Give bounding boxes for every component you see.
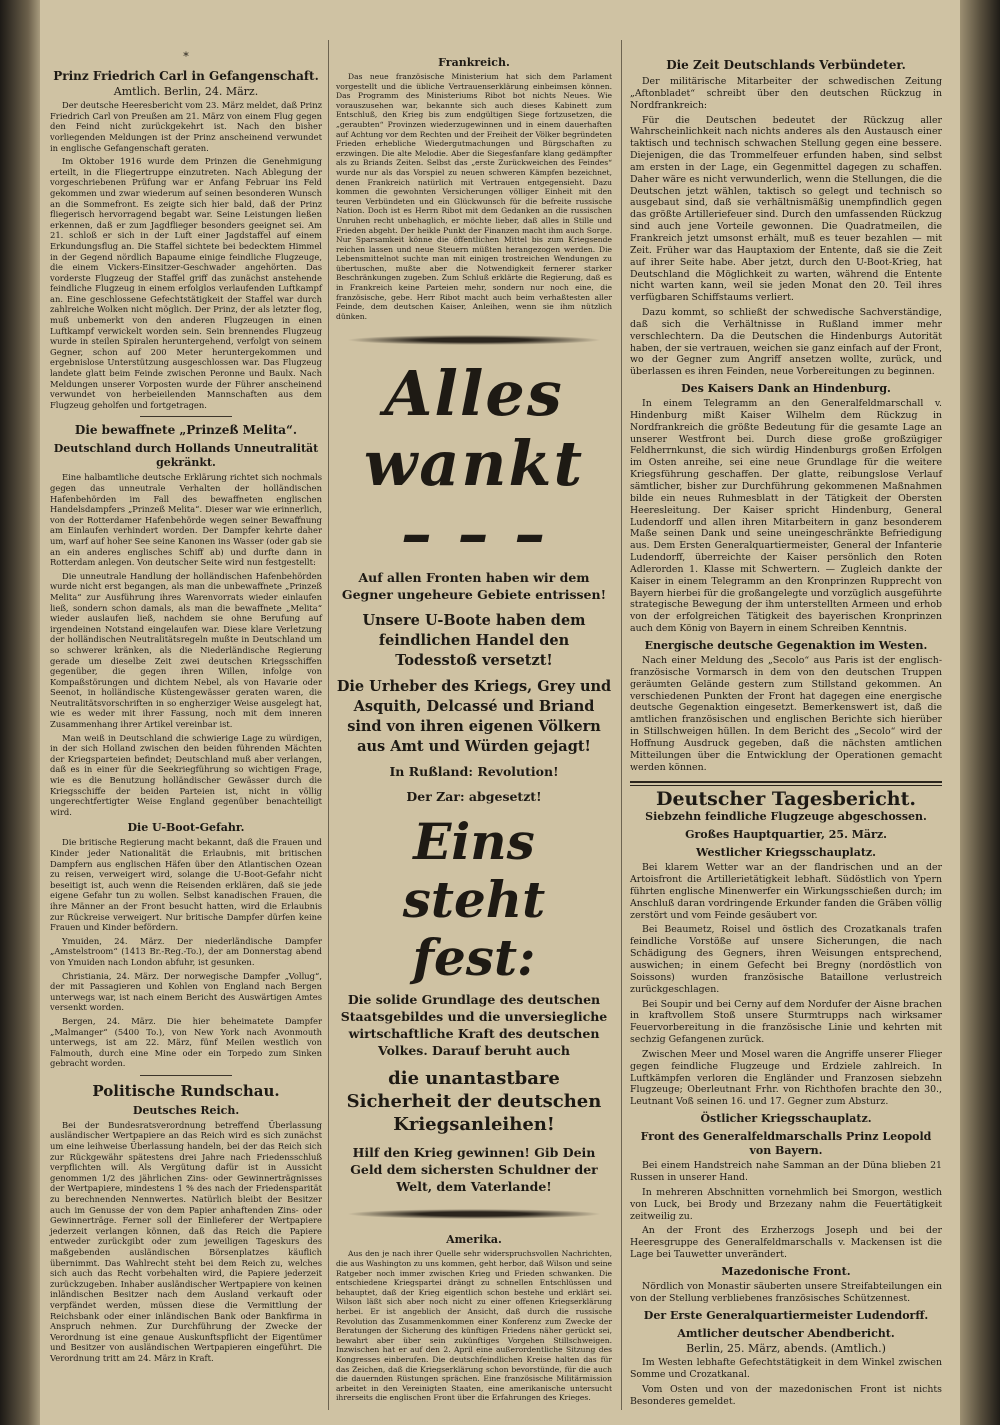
section-subtitle: Deutsches Reich. bbox=[132, 1103, 240, 1117]
paragraph: Der deutsche Heeresbericht vom 23. März meldet, daß Prinz Friedrich Carl von Preußen am 21. März von einem Flug gegen den Feind nicht zurückgekehrt ist. Nach den bisher vorliegenden Meldungen ist der Prinz anscheinend verwundet in englische Gefangenschaft geraten. bbox=[50, 100, 322, 153]
right-binding-edge bbox=[960, 0, 1000, 1425]
divider bbox=[140, 416, 232, 417]
paragraph: Ymuiden, 24. März. Der niederländische Dampfer „Amstelstroom“ (1413 Br.-Reg.-To.), der am Donnerstag abend von Ymuiden nach London abfuhr, ist gesunken. bbox=[50, 935, 322, 967]
column-middle bbox=[336, 52, 612, 1406]
ad-headline: Alles bbox=[384, 357, 564, 431]
paragraph: Für die Deutschen bedeutet der Rückzug aller Wahrscheinlichkeit nach nichts anderes als den Austausch einer taktisch und technisch schwachen Stellung gegen eine bessere. Diejenigen, die das Trommelfeuer erfunden haben, sind selbst am ersten in der Lage, ein Gegenmittel dagegen zu schaffen. Daher wäre es nicht verwunderlich, wenn die Stellungen, die die Deutschen jetzt wählen, taktisch so gelegt und technisch so ausgebaut sind, daß sie verhältnismäßig unempfindlich gegen das größte Artilleriefeuer sind. Durch den umfassenden Rückzug sind auch jene Vorteile gewonnen. Die Quadratmeilen, die Frankreich jetzt umsonst erhält, muß es teuer bezahlen — mit Zeit. Früher war das Hauptaxiom der Entente, daß sie die Zeit auf ihrer Seite habe. Aber jetzt, durch den U-Boot-Krieg, hat Deutschland die Möglichkeit zu warten, während die Entente nicht warten kann, weil sie jeden Monat den 20. Teil ihres verfügbaren Schiffstaums verliert. bbox=[630, 114, 942, 304]
article-title: Prinz Friedrich Carl in Gefangenschaft. bbox=[53, 68, 319, 83]
paragraph: An der Front des Erzherzogs Joseph und bei der Heeresgruppe des Generalfeldmarschalls v. Mackensen ist die Lage bei Tauwetter unverändert. bbox=[630, 1225, 942, 1261]
article-subtitle: Deutschland durch Hollands Unneutralität gekränkt. bbox=[53, 442, 319, 470]
paragraph: Nach einer Meldung des „Secolo“ aus Paris ist der englisch-französische Vormarsch in dem von den deutschen Truppen geräumten Gelände gestern zum Stillstand gekommen. An verschiedenen Punkten der Front hat dagegen eine energische deutsche Gegenaktion eingesetzt. Bemerkenswert ist, daß die amtlichen französischen und englischen Berichte sich hierüber in Stillschweigen hüllen. In dem Bericht des „Secolo“ wird der Hoffnung Ausdruck gegeben, daß die nächsten amtlichen Mitteilungen über die Entwicklung der Operationen gemacht werden können. bbox=[630, 654, 942, 773]
article-title: Des Kaisers Dank an Hindenburg. bbox=[681, 382, 891, 396]
column-divider bbox=[328, 40, 329, 1410]
paragraph: Bei einem Handstreich nahe Samman an der Düna blieben 21 Russen in unserer Hand. bbox=[630, 1160, 942, 1183]
ad-headline: Eins steht fest: bbox=[402, 812, 546, 988]
front-heading: Mazedonische Front. bbox=[721, 1264, 851, 1278]
article-title: Amerika. bbox=[446, 1233, 502, 1247]
article-title: Die bewaffnete „Prinzeß Melita“. bbox=[74, 423, 298, 438]
theater-heading: Östlicher Kriegsschauplatz. bbox=[700, 1112, 872, 1126]
column-left bbox=[50, 52, 322, 1367]
paragraph: Bei Soupir und bei Cerny auf dem Nordufer der Aisne brachen in kraftvollem Stoß unsere Sturmtrupps nach wirksamer Feuervorbereitung in die französische Linie und kehrten mit sechzig Gefangenen zurück. bbox=[630, 998, 942, 1046]
theater-heading: Westlicher Kriegsschauplatz. bbox=[696, 846, 876, 860]
section-title: Deutscher Tagesbericht. bbox=[655, 788, 917, 811]
paragraph: Aus den je nach ihrer Quelle sehr widerspruchsvollen Nachrichten, die aus Washington zu uns kommen, geht herbor, daß Wilson und seine Ratgeber noch immer zwischen Krieg und Frieden schwanken. Die entschiedene Kriegspartei drängt zu schnellen Entschlüssen und behauptet, daß der Krieg eigentlich schon bestehe und erklärt sei. Wilson läßt sich aber noch nicht zu einer offenen Kriegserklärung herbei. Er ist angeblich der Ansicht, daß durch die russische Revolution das Zusammenkommen einer Konferenz zum Zwecke der Beratungen der Sicherung des künftigen Friedens näher gerückt sei, bewahrt aber über sein zukünftiges Vorgehen Stillschweigen. Inzwischen hat er auf den 2. April eine außerordentliche Sitzung des Kongresses einberufen. Die deutschfeindlichen Kreise halten das für das Zeichen, daß die Kriegserklärung schon bevorstünde, für die auch die dauernden Rüstungen sprächen. Eine französische Militärmission arbeitet in den Vereinigten Staaten, eine amerikanische untersucht ihrerseits die englischen Front über die Erfahrungen des Krieges. bbox=[336, 1249, 612, 1403]
paragraph: Zwischen Meer und Mosel waren die Angriffe unserer Flieger gegen feindliche Flugzeuge und Erdziele zahlreich. In Luftkämpfen verloren die Engländer und Franzosen siebzehn Flugzeuge; Oberleutnant Frhr. von Richthofen brachte den 30., Leutnant Voß seinen 16. und 17. Gegner zum Absturz. bbox=[630, 1048, 942, 1108]
paragraph: In einem Telegramm an den Generalfeldmarschall v. Hindenburg mißt Kaiser Wilhelm dem Rückzug in Nordfrankreich die größte Bedeutung für die gesamte Lage an unserer Westfront bei. Durch diese große großzügiger Feldherrnkunst, die sich würdig Hindenburgs großen Erfolgen im Osten anreihe, sei eine neue Grundlage für die weitere Kriegsführung geschaffen. Der glatte, reibungslose Verlauf sämtlicher, bisher zur Durchführung gekommenen Maßnahmen bilde ein neues Ruhmesblatt in der Tätigkeit der Obersten Heeresleitung. Der Kaiser spricht Hindenburg, General Ludendorff und allen ihren Mitarbeitern in ganz besonderem Maße seinen Dank und seine uneingeschränkte Befriedigung aus. Dem Ersten Generalquartiermeister, General der Infanterie Ludendorff, überreichte der Kaiser persönlich den Roten Adlerorden 1. Klasse mit Schwertern. — Zugleich dankte der Kaiser in einem Telegramm an den Kronprinzen Rupprecht von Bayern hierbei für die großangelegte und vorzüglich ausgeführte strategische Bewegung der ihm unterstellten Armeen und erhob von der erfolgreichen Tätigkeit des bayerischen Kronprinzen auch dem König von Bayern in einem Schreiben Kenntnis. bbox=[630, 398, 942, 635]
paragraph: Nördlich von Monastir säuberten unsere Streifabteilungen ein von der Stellung verbliebenes französisches Schützennest. bbox=[630, 1280, 942, 1304]
article-title: Die U-Boot-Gefahr. bbox=[127, 821, 245, 835]
paragraph: Eine halbamtliche deutsche Erklärung richtet sich nochmals gegen das unneutrale Verhalten der holländischen Hafenbehörden im Fall des bewaffneten englischen Handelsdampfers „Prinzeß Melita“. Dieser war wie erinnerlich, von der Rotterdamer Hafenbehörde wegen seiner Bewaffnung am Einlaufen verhindert worden. Der Dampfer kehrte daher um, warf auf hoher See seine Kanonen ins Wasser (oder gab sie an ein anderes englisches Schiff ab) und durfte dann in Rotterdam anlegen. Von deutscher Seite wird nun festgestellt: bbox=[50, 472, 322, 568]
paragraph: Man weiß in Deutschland die schwierige Lage zu würdigen, in der sich Holland zwischen den beiden führenden Mächten der Kriegsparteien befindet; Deutschland muß aber verlangen, daß es in einer für die Seekriegführung so wichtigen Frage, wie es die Benutzung holländischer Gewässer durch die Kriegsschiffe der beiden Parteien ist, nicht in völlig ungerechtfertigter Weise England gegenüber benachteiligt wird. bbox=[50, 732, 322, 817]
paragraph: Die unneutrale Handlung der holländischen Hafenbehörden wurde nicht erst begangen, als man die unbewaffnete „Prinzeß Melita“ zur Ausführung ihres Warenvorrats wieder einlaufen ließ, sondern schon damals, als man die bewaffnete „Melita“ wieder auslaufen ließ, nachdem sie ohne Berufung auf irgendeinen Notstand eingelaufen war. Diese klare Verletzung der holländischen Neutralitätsregeln mußte in Deutschland um so schwerer kränken, als die Niederländische Regierung gerade um dieselbe Zeit zwei deutschen Kriegsschiffen gegenüber, die gegen ihren Willen, infolge von Kompaßstörungen und dichtem Nebel, als von Havarie oder Seenot, in holländische Küstengewässer geraten waren, die Neutralitätsvorschriften in so engherziger Weise ausgelegt hat, wie es weder mit ihrer Fassung, noch mit dem inneren Zusammenhang ihrer Artikel vereinbar ist. bbox=[50, 570, 322, 730]
ad-line: Die solide Grundlage des deutschen Staatsgebildes und die unversiegliche wirtschaftliche Kraft des deutschen Volkes. Darauf beruht auch bbox=[340, 992, 608, 1059]
section-title: Politische Rundschau. bbox=[92, 1081, 280, 1100]
article-title: Frankreich. bbox=[438, 56, 510, 69]
war-bond-advertisement bbox=[336, 359, 612, 1195]
bulletin-dateline: Großes Hauptquartier, 25. März. bbox=[685, 828, 887, 842]
left-binding-edge bbox=[0, 0, 40, 1425]
paragraph: Dazu kommt, so schließt der schwedische Sachverständige, daß sich die Verhältnisse in Rußland immer mehr verschlechtern. Da die Deutschen die Hindenburgs Autorität haben, der sie vertrauen, weichen sie ganz einfach auf der Front, wo der Gegner zum Angriff ansetzen wollte, zurück, und überlassen es ihren Feinden, neue Vorbereitungen zu beginnen. bbox=[630, 307, 942, 378]
dateline: Berlin, 25. März, abends. (Amtlich.) bbox=[686, 1341, 886, 1355]
bulletin-headline: Amtlicher deutscher Abendbericht. bbox=[677, 1326, 895, 1340]
divider bbox=[140, 1075, 232, 1076]
paragraph: Das neue französische Ministerium hat sich dem Parlament vorgestellt und die übliche Vertrauenserklärung einbeimsen können. Das Programm des Ministeriums Ribot bot nichts Neues. Wie vorauszusehen war, bekannte sich auch dieses Kabinett zum Entschluß, den Krieg bis zum endgültigen Siege fortzusetzen, die „geraubten“ Provinzen wiederzugewinnen und in einem dauerhaften auf Achtung vor dem Rechten und der Freiheit der Völker begründeten Frieden erhebliche Wiedergutmachungen und Bürgschaften zu erzwingen. Die alte Melodie. Aber die Siegesfanfare klang gedämpfter als zu Briands Zeiten. Selbst das „erste Zurückweichen des Feindes“ wurde nur als das Vorspiel zu neuen schweren Kämpfen bezeichnet, denen Frankreich natürlich mit Vertrauen entgegensieht. Dazu kommen die gewohnten Versicherungen völliger Einheit mit den teuren Verbündeten und ein Glückwunsch für die befreite russische Nation. Doch ist es Herrn Ribot mit dem Gedanken an die russischen Unruhen recht unbehaglich, er möchte lieber, daß alles in Stille und Frieden abgeht. Der heikle Punkt der Finanzen macht ihm auch Sorge. Nur Sparsamkeit könne die öffentlichen Mittel bis zum Kriegsende reichen lassen und neue Steuern müßten herangezogen werden. Die Lebensmittelnot suchte man mit einigen trostreichen Wendungen zu übertuschen, mußte aber die Notwendigkeit fernerer starker Beschränkungen zugeben. Zum Schluß erklärte die Regierung, daß es in Frankreich keine Parteien mehr, sondern nur noch eine, die französische, gebe. Herr Ribot macht auch beim verhaßtesten aller Feinde, dem deutschen Kaiser, Anleihen, wenn sie ihm nützlich dünken. bbox=[336, 72, 612, 321]
paragraph: Der militärische Mitarbeiter der schwedischen Zeitung „Aftonbladet“ schreibt über den deutschen Rückzug in Nordfrankreich: bbox=[630, 76, 942, 111]
front-heading: Front des Generalfeldmarschalls Prinz Leopold von Bayern. bbox=[640, 1130, 932, 1158]
ad-line: Auf allen Fronten haben wir dem Gegner ungeheure Gebiete entrissen! bbox=[341, 570, 607, 603]
paragraph: Im Westen lebhafte Gefechtstätigkeit in dem Winkel zwischen Somme und Crozatkanal. bbox=[630, 1357, 942, 1381]
double-rule bbox=[630, 781, 942, 786]
ornamental-rule bbox=[346, 335, 602, 345]
ad-line: Der Zar: abgesetzt! bbox=[406, 789, 542, 805]
article-title: Die Zeit Deutschlands Verbündeter. bbox=[666, 58, 906, 72]
paragraph: Bei der Bundesratsverordnung betreffend Überlassung ausländischer Wertpapiere an das Reich wird es sich zunächst um eine leihweise Überlassung handeln, bei der das Reich sich zur Rückgewähr spätestens drei Jahre nach Friedensschluß verpflichten will. Als Vergütung dafür ist in Aussicht genommen 1/2 des jährlichen Zins- oder Gewinnerträgnisses der Wertpapiere, mindestens 1 % des nach der Friedensparität zu berechnenden Nennwertes. Natürlich bleibt der Besitzer auch im Genusse der von dem Papier anhaftenden Zins- oder Gewinnerträge. Ferner soll der Einlieferer der Wertpapiere jederzeit verlangen können, daß das Reich die Papiere entweder zurückgibt oder zum jeweiligen Tageskurs des maßgebenden ausländischen Börsenplatzes käuflich übernimmt. Das Wahlrecht steht bei dem Reich zu, welches sich auch das Recht vorbehalten wird, die Papiere jederzeit zurückzugeben. Inhaber ausländischer Wertpapiere von keinen inländischen Besitzer nach dem Ausland verkauft oder verpfändet werden, müssen diese die Vermittlung der Reichsbank oder einer inländischen Bank oder Bankfirma in Anspruch nehmen. Zur Durchführung der Zwecke der Verordnung ist eine genaue Auskunftspflicht der Eigentümer und Besitzer von ausländischen Wertpapieren eingeführt. Die Verordnung tritt am 24. März in Kraft. bbox=[50, 1119, 322, 1363]
paragraph: Christiania, 24. März. Der norwegische Dampfer „Vollug“, der mit Passagieren und Kohlen von England nach Bergen unterwegs war, ist nach einem Bericht des Auswärtigen Amtes versenkt worden. bbox=[50, 970, 322, 1013]
ornamental-rule bbox=[346, 1209, 602, 1219]
ad-line: die unantastbare Sicherheit der deutschen Kriegsanleihen! bbox=[346, 1068, 602, 1136]
ornament-star: * bbox=[183, 50, 189, 63]
paragraph: Bei klarem Wetter war an der flandrischen und an der Artoisfront die Artillerietätigkeit lebhaft. Südöstlich von Ypern führten englische Minenwerfer ein Wirkungsschießen durch; im Anschluß daran vordringende Erkunder fanden die Gräben völlig zerstört und vom Feinde gesäubert vor. bbox=[630, 862, 942, 921]
article-title: Energische deutsche Gegenaktion im Westen. bbox=[644, 638, 928, 652]
paragraph: In mehreren Abschnitten vornehmlich bei Smorgon, westlich von Luck, bei Brody und Brzezany nahm die Feuertätigkeit zeitweilig zu. bbox=[630, 1186, 942, 1222]
column-right bbox=[630, 52, 942, 1411]
ad-line: Die Urheber des Kriegs, Grey und Asquith, Delcassé und Briand sind von ihren eigenen Völkern aus Amt und Würden gejagt! bbox=[336, 678, 612, 756]
ad-line: Hilf den Krieg gewinnen! Gib Dein Geld dem sichersten Schuldner der Welt, dem Vaterlande! bbox=[350, 1145, 598, 1195]
paragraph: Bergen, 24. März. Die hier beheimatete Dampfer „Malmanger“ (5400 To.), von New York nach Avonmouth unterwegs, ist am 22. März, fünf Meilen westlich von Falmouth, durch eine Mine oder ein Torpedo zum Sinken gebracht worden. bbox=[50, 1015, 322, 1069]
ad-line: In Rußland: Revolution! bbox=[389, 764, 559, 780]
ad-line: Unsere U-Boote haben dem feindlichen Handel den Todesstoß versetzt! bbox=[362, 612, 586, 670]
paragraph: Im Oktober 1916 wurde dem Prinzen die Genehmigung erteilt, in die Fliegertruppe einzutreten. Nach Ablegung der vorgeschriebenen Prüfung war er Anfang Februar ins Feld gekommen und zwar wiederum auf seinen besonderen Wunsch an die Sommefront. Es zeigte sich hier bald, daß der Prinz fliegerisch hervorragend begabt war. Seine Leistungen ließen erkennen, daß er zum Jagdflieger besonders geeignet sei. Am 21. schloß er sich in der Luft einer Jagdstaffel auf einem Erkundungsflug an. Die Staffel sichtete bei bedecktem Himmel in der Gegend nördlich Bapaume einige feindliche Flugzeuge, die einem Vickers-Einsitzer-Geschwader angehörten. Das vorderste Flugzeug der Staffel griff das zunächst anstehende feindliche Flugzeug in einem erfolglos verlaufenden Luftkampf an. Eine geschlossene Gefechtstätigkeit der Staffel war durch zahlreiche Wolken nicht möglich. Der Prinz, der als letzter flog, muß unbemerkt von den anderen Flugzeugen in einen Luftkampf verwickelt worden sein. Sein brennendes Flugzeug wurde in steilen Spiralen heruntergehend, verfolgt von seinem Gegner, schon auf 200 Meter heruntergekommen und ergebnislose Unterstützung ausgeschlossen war. Das Flugzeug landete glatt beim Feinde zwischen Peronne und Baulx. Nach Meldungen unserer Vorposten wurde der Führer anscheinend verwundet von herbeieilenden Mannschaften aus dem Flugzeug geholfen und fortgetragen. bbox=[50, 156, 322, 410]
dateline: Amtlich. Berlin, 24. März. bbox=[113, 84, 259, 98]
signature: Der Erste Generalquartiermeister Ludendorff. bbox=[643, 1308, 929, 1322]
paragraph: Bei Beaumetz, Roisel und östlich des Crozatkanals trafen feindliche Vorstöße auf unsere Sicherungen, die nach Schädigung des Gegners, ihren Weisungen entsprechend, auswichen; in einem Gefecht bei Bregny (nordöstlich von Soissons) wurden französische Bataillone verlustreich zurückgeschlagen. bbox=[630, 924, 942, 995]
bulletin-headline: Siebzehn feindliche Flugzeuge abgeschossen. bbox=[645, 810, 927, 824]
paragraph: Die britische Regierung macht bekannt, daß die Frauen und Kinder jeder Nationalität die Erlaubnis, mit britischen Dampfern aus englischen Häfen über den Atlantischen Ozean zu reisen, verweigert wird, solange die U-Boot-Gefahr nicht beseitigt ist, auch wenn die Reisenden erklären, daß sie jede eigene Gefahr tun zu wollen. Selbst kanadischen Frauen, die ihre Männer an der Front besucht hatten, wird die Erlaubnis zur Rückreise verweigert. Nur britische Dampfer dürfen keine Frauen und Kinder befördern. bbox=[50, 837, 322, 933]
column-divider bbox=[621, 40, 622, 1410]
paragraph: Vom Osten und von der mazedonischen Front ist nichts Besonderes gemeldet. bbox=[630, 1384, 942, 1407]
ad-headline: wankt – – – bbox=[363, 427, 585, 571]
